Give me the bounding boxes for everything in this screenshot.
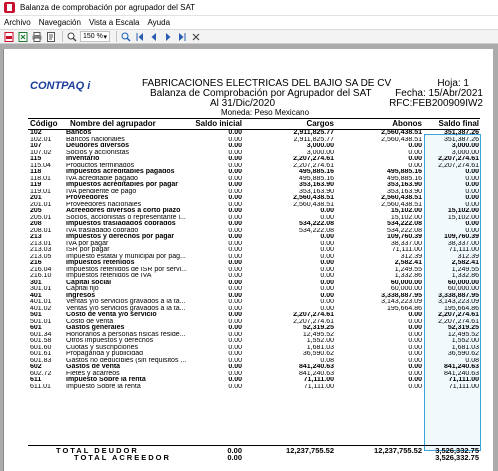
row-debits: 71,111.00 [303,383,334,390]
row-code: 107.02 [30,149,52,156]
row-code: 301 [30,279,42,286]
row-name: Socios y accionistas [66,149,130,156]
window-titlebar [0,0,498,16]
row-initial: 0.00 [228,364,242,370]
row-code: 213.01 [30,240,52,247]
row-initial: 0.00 [228,325,242,331]
row-debits: 52,319.25 [302,325,334,331]
row-credits: 1,249.55 [394,266,422,273]
page-setup-icon[interactable] [45,31,56,42]
column-header-credits: Abonos [392,119,422,128]
row-code: 115.04 [30,162,51,169]
row-name: Acreedores diversos a corto plazo [66,208,181,214]
menu-ayuda[interactable]: Ayuda [147,18,171,27]
row-credits: 38,337.00 [390,240,422,247]
first-page-icon[interactable] [134,31,145,42]
row-debits: 0.08 [320,357,334,364]
row-code: 301.01 [30,286,52,292]
row-name: Impuestos retenidos [66,260,135,266]
row-initial: 0.00 [228,156,242,162]
row-debits: 2,207,274.61 [293,156,334,162]
search-icon[interactable] [120,31,131,42]
row-code: 102.01 [30,136,52,143]
row-name: IVA acreditable pagado [66,175,138,182]
row-credits: 0.00 [408,383,422,390]
row-final: 52,319.25 [447,325,479,331]
row-debits: 1,681.03 [306,344,334,351]
row-code: 205 [30,208,42,214]
row-code: 201.01 [30,201,52,208]
row-credits: 2,560,438.51 [381,136,422,143]
report-currency: Moneda: Peso Mexicano [221,108,310,117]
row-credits: 0.00 [408,325,422,331]
row-initial: 0.00 [228,214,242,221]
row-initial: 0.00 [228,253,242,260]
row-name: Honorarios a personas físicas reside... [66,331,186,338]
row-initial: 0.00 [228,292,242,299]
row-debits: 534,222.08 [298,221,334,227]
row-debits: 2,911,825.77 [293,136,334,143]
row-code: 201 [30,195,42,201]
row-credits: 495,885.16 [386,169,422,175]
row-final: 1,552.00 [451,338,479,344]
total-acreedor-row [4,454,494,461]
row-debits: 0.00 [320,266,334,273]
row-final: 0.00 [465,221,479,227]
total-acreedor-initial: 0.00 [227,453,242,462]
row-final: 841,240.63 [443,370,479,377]
report-viewer[interactable] [0,44,498,471]
row-final: 1,332.86 [451,273,479,279]
row-name: Costo de venta y/o servicio [66,312,157,318]
row-debits: 353,163.90 [298,188,334,195]
row-final: 15,102.00 [447,214,479,221]
row-code: 611 [30,377,42,383]
zoom-icon[interactable] [66,31,77,42]
row-final: 71,111.00 [448,247,479,253]
row-initial: 0.00 [228,338,242,344]
row-name: Productos terminados [66,162,135,169]
row-code: 401.02 [30,305,52,312]
row-name: Costo de venta [66,318,114,325]
print-icon[interactable] [31,31,42,42]
row-final: 2,207,274.61 [438,312,479,318]
row-code: 401 [30,292,42,299]
row-code: 601.60 [30,344,52,351]
row-name: Impuestos acreditables pagados [66,169,175,175]
row-name: Gastos no deducibles (sin requisitos ... [66,357,187,364]
row-final: 2,207,274.61 [438,162,479,169]
row-final: 60,000.00 [447,279,479,286]
row-final: 3,000.00 [451,149,479,156]
row-final: 12,495.52 [447,331,479,338]
row-name: Impuestos y derechos por pagar [66,234,175,240]
row-initial: 0.00 [228,175,242,182]
row-final: 841,240.63 [443,364,479,370]
row-initial: 0.00 [228,266,242,273]
row-debits: 3,000.00 [306,149,334,156]
row-code: 107 [30,143,42,149]
row-credits: 60,000.00 [390,286,422,292]
row-name: Proveedores [66,195,109,201]
row-debits: 0.00 [320,299,334,305]
row-name: Socios, accionistas o representante l... [66,214,186,221]
row-initial: 0.00 [228,188,242,195]
row-credits: 2,582.41 [394,260,422,266]
total-deudor-debits: 12,237,755.52 [286,446,334,455]
page-number: Hoja: 1 [437,78,469,89]
total-deudor-final: 3,526,332.75 [435,446,479,455]
brand-logo: CONTPAQ i [30,80,91,92]
column-header-name: Nombre del agrupador [70,119,156,128]
menu-vista-escala[interactable]: Vista a Escala [88,18,140,27]
row-name: Cuotas y suscripciones [66,344,138,351]
row-debits: 2,207,274.61 [293,312,334,318]
row-name: ISR por pagar [66,247,110,253]
row-name: Impuesto estatal y municipal por pag... [66,253,186,260]
excel-export-icon[interactable] [17,31,28,42]
row-final: 38,337.00 [447,240,479,247]
row-code: 216.04 [30,266,52,273]
row-code: 119 [30,182,42,188]
row-name: Bancos [66,130,92,136]
row-credits: 353,163.90 [386,188,422,195]
row-debits: 0.00 [320,273,334,279]
row-code: 208.01 [30,227,52,234]
row-credits: 109,760.39 [386,234,422,240]
row-credits: 0.00 [408,377,422,383]
row-credits: 312.39 [400,253,422,260]
row-code: 602.72 [30,370,52,377]
zoom-value: 150 % [83,33,103,40]
row-initial: 0.00 [228,240,242,247]
row-initial: 0.00 [228,312,242,318]
row-code: 216 [30,260,42,266]
row-code: 118.01 [30,175,51,182]
print-date: Fecha: 15/Abr/2021 [395,88,483,99]
row-initial: 0.00 [228,234,242,240]
row-final: 109,760.39 [443,234,479,240]
menu-navegacion[interactable]: Navegación [38,18,81,27]
row-final: 0.00 [465,201,479,208]
row-credits: 353,163.90 [386,182,422,188]
row-debits: 0.00 [320,253,334,260]
row-credits: 495,885.16 [386,175,422,182]
zoom-select[interactable] [80,31,110,42]
row-final: 0.00 [465,169,479,175]
row-code: 118 [30,169,42,175]
row-code: 119.01 [30,188,51,195]
row-final: 3,143,223.09 [438,299,479,305]
row-debits: 841,240.63 [298,370,334,377]
row-initial: 0.00 [228,331,242,338]
row-final: 0.00 [465,188,479,195]
row-final: 351,387.26 [443,130,479,136]
row-debits: 2,207,274.61 [293,318,334,325]
row-code: 601.58 [30,338,52,344]
row-initial: 0.00 [228,357,242,364]
row-final: 2,207,274.61 [438,156,479,162]
row-final: 0.00 [465,182,479,188]
row-debits: 3,000.00 [306,143,334,149]
report-title: Balanza de Comprobación por Agrupador del SAT [150,88,372,99]
row-debits: 495,885.16 [298,169,334,175]
row-credits: 534,222.08 [386,227,422,234]
row-credits: 0.00 [408,149,422,156]
row-name: IVA por pagar [66,240,109,247]
row-final: 71,111.00 [448,383,479,390]
row-name: Ventas y/o servicios gravados a la ta... [66,305,186,312]
row-debits: 12,495.52 [302,331,334,338]
row-credits: 2,560,438.51 [381,130,422,136]
row-credits: 0.00 [408,331,422,338]
row-code: 611.01 [30,383,51,390]
row-code: 401.01 [30,299,52,305]
row-debits: 0.00 [320,286,334,292]
row-initial: 0.00 [228,136,242,143]
row-name: Impuestos retenidos de ISR por servi... [66,266,187,273]
row-debits: 0.00 [320,292,334,299]
last-page-icon[interactable] [176,31,187,42]
row-final: 312.39 [457,253,479,260]
total-deudor-credits: 12,237,755.52 [374,446,422,455]
row-code: 601.83 [30,357,52,364]
row-initial: 0.00 [228,208,242,214]
table-row [4,384,494,391]
row-credits: 0.00 [408,357,422,364]
row-final: 0.00 [465,195,479,201]
total-deudor-initial: 0.00 [227,446,242,455]
row-initial: 0.00 [228,247,242,253]
row-initial: 0.00 [228,279,242,286]
row-name: Impuesto Sobre la renta [66,377,146,383]
row-credits: 534,222.08 [386,221,422,227]
row-code: 601.34 [30,331,52,338]
row-initial: 0.00 [228,351,242,357]
row-initial: 0.00 [228,305,242,312]
row-final: 60,000.00 [447,286,479,292]
row-initial: 0.00 [228,383,242,390]
row-final: 71,111.00 [448,377,479,383]
account-rows [4,130,494,390]
toolbar-separator [116,31,117,42]
row-credits: 0.00 [408,156,422,162]
row-final: 1,681.03 [451,344,479,351]
row-code: 102 [30,130,42,136]
total-acreedor-final: 3,526,332.75 [435,453,479,462]
row-final: 3,338,887.95 [438,292,479,299]
total-deudor-label: TOTAL DEUDOR [56,446,139,455]
row-initial: 0.00 [228,286,242,292]
row-debits: 2,911,825.77 [293,130,334,136]
row-code: 601 [30,325,42,331]
row-credits: 0.00 [408,338,422,344]
row-final: 0.00 [465,227,479,234]
row-credits: 2,560,438.51 [381,201,422,208]
row-code: 213 [30,234,42,240]
row-name: Fletes y acarreos [66,370,120,377]
row-name: Inventario [66,156,100,162]
row-initial: 0.00 [228,377,242,383]
row-name: Otros impuestos y derechos [66,338,154,344]
toolbar [0,29,498,44]
menu-bar [0,16,498,29]
toolbar-separator [62,31,63,42]
total-acreedor-label: TOTAL ACREEDOR [74,453,171,462]
row-debits: 495,885.16 [298,175,334,182]
column-header-final: Saldo final [438,119,479,128]
row-debits: 2,207,274.61 [293,162,334,169]
row-final: 15,102.00 [447,208,479,214]
row-debits: 0.00 [320,247,334,253]
row-final: 0.00 [465,175,479,182]
row-credits: 3,338,887.95 [381,292,422,299]
row-credits: 0.00 [408,162,422,169]
row-final: 1,249.55 [451,266,479,273]
row-code: 501 [30,312,42,318]
row-final: 2,582.41 [451,260,479,266]
row-name: Ingresos [66,292,96,299]
rfc: RFC:FEB200909IW2 [389,98,483,109]
row-credits: 15,102.00 [390,208,422,214]
row-code: 213.05 [30,253,52,260]
next-page-icon[interactable] [162,31,173,42]
company-name: FABRICACIONES ELECTRICAS DEL BAJIO SA DE CV [142,78,392,89]
row-name: Impuesto Sobre la renta [66,383,141,390]
previous-page-icon[interactable] [148,31,159,42]
menu-archivo[interactable]: Archivo [4,18,31,27]
row-debits: 2,560,438.51 [293,201,334,208]
row-debits: 841,240.63 [298,364,334,370]
row-initial: 0.00 [228,344,242,351]
report-date: Al 31/Dic/2020 [210,98,276,109]
pdf-export-icon[interactable] [3,31,14,42]
row-debits: 0.00 [320,208,334,214]
row-name: Propaganda y publicidad [66,351,144,357]
row-debits: 2,560,438.51 [293,195,334,201]
row-code: 501.01 [30,318,52,325]
row-initial: 0.00 [228,370,242,377]
row-debits: 534,222.08 [298,227,334,234]
row-name: Gastos generales [66,325,125,331]
row-credits: 0.00 [408,344,422,351]
column-header-debits: Cargos [306,119,334,128]
row-debits: 0.00 [320,305,334,312]
window-title: Balanza de comprobación por agrupador del SAT [20,3,196,12]
column-header-code: Código [30,119,58,128]
totals-block [4,447,494,461]
row-debits: 1,552.00 [306,338,334,344]
row-debits: 0.00 [320,214,334,221]
row-credits: 15,102.00 [390,214,422,221]
row-final: 351,387.26 [443,136,479,143]
row-initial: 0.00 [228,143,242,149]
row-final: 2,207,274.61 [438,318,479,325]
column-header-initial: Saldo inicial [195,119,242,128]
row-final: 36,590.62 [447,351,479,357]
row-initial: 0.00 [228,227,242,234]
row-name: Bancos nacionales [66,136,125,143]
row-code: 216.10 [30,273,52,279]
row-initial: 0.00 [228,195,242,201]
row-name: Impuestos trasladados cobrados [66,221,176,227]
app-icon [4,2,15,13]
row-initial: 0.00 [228,130,242,136]
row-name: Ventas y/o servicios gravados a la ta... [66,299,186,305]
row-name: Gastos de venta [66,364,121,370]
row-debits: 0.00 [320,234,334,240]
row-initial: 0.00 [228,182,242,188]
close-icon[interactable] [190,31,201,42]
row-credits: 2,560,438.51 [381,195,422,201]
row-final: 0.08 [465,357,479,364]
row-name: Deudores diversos [66,143,130,149]
chevron-down-icon: ▾ [103,33,107,41]
row-credits: 3,143,223.09 [381,299,422,305]
row-credits: 0.00 [408,312,422,318]
row-name: IVA trasladado cobrado [66,227,139,234]
row-name: Impuestos retenidos de IVA [66,273,152,279]
row-initial: 0.00 [228,273,242,279]
row-credits: 0.00 [408,143,422,149]
row-name: Proveedores nacionales [66,201,142,208]
row-debits: 0.00 [320,240,334,247]
row-debits: 36,590.62 [302,351,334,357]
row-initial: 0.00 [228,201,242,208]
row-initial: 0.00 [228,162,242,169]
report-page [3,49,493,471]
row-code: 602 [30,364,42,370]
row-initial: 0.00 [228,260,242,266]
row-initial: 0.00 [228,299,242,305]
row-name: IVA pendiente de pago [66,188,137,195]
row-credits: 1,332.86 [394,273,422,279]
row-debits: 0.00 [320,260,334,266]
row-name: Capital social [66,279,112,286]
row-name: Capital fijo [66,286,99,292]
row-credits: 195,664.86 [386,305,422,312]
row-code: 601.61 [30,351,52,357]
row-code: 213.03 [30,247,52,253]
row-debits: 353,163.90 [298,182,334,188]
row-credits: 0.00 [408,318,422,325]
row-code: 115 [30,156,42,162]
row-credits: 0.00 [408,364,422,370]
row-initial: 0.00 [228,318,242,325]
row-credits: 0.00 [408,370,422,377]
row-final: 195,664.86 [443,305,479,312]
row-code: 208 [30,221,42,227]
row-initial: 0.00 [228,149,242,156]
row-code: 205.01 [30,214,52,221]
row-name: Impuestos acreditables por pagar [66,182,179,188]
row-credits: 0.00 [408,351,422,357]
row-final: 3,000.00 [451,143,479,149]
row-initial: 0.00 [228,221,242,227]
row-initial: 0.00 [228,169,242,175]
row-debits: 0.00 [320,279,334,286]
row-credits: 60,000.00 [390,279,422,286]
row-debits: 71,111.00 [303,377,334,383]
row-credits: 71,111.00 [391,247,422,253]
